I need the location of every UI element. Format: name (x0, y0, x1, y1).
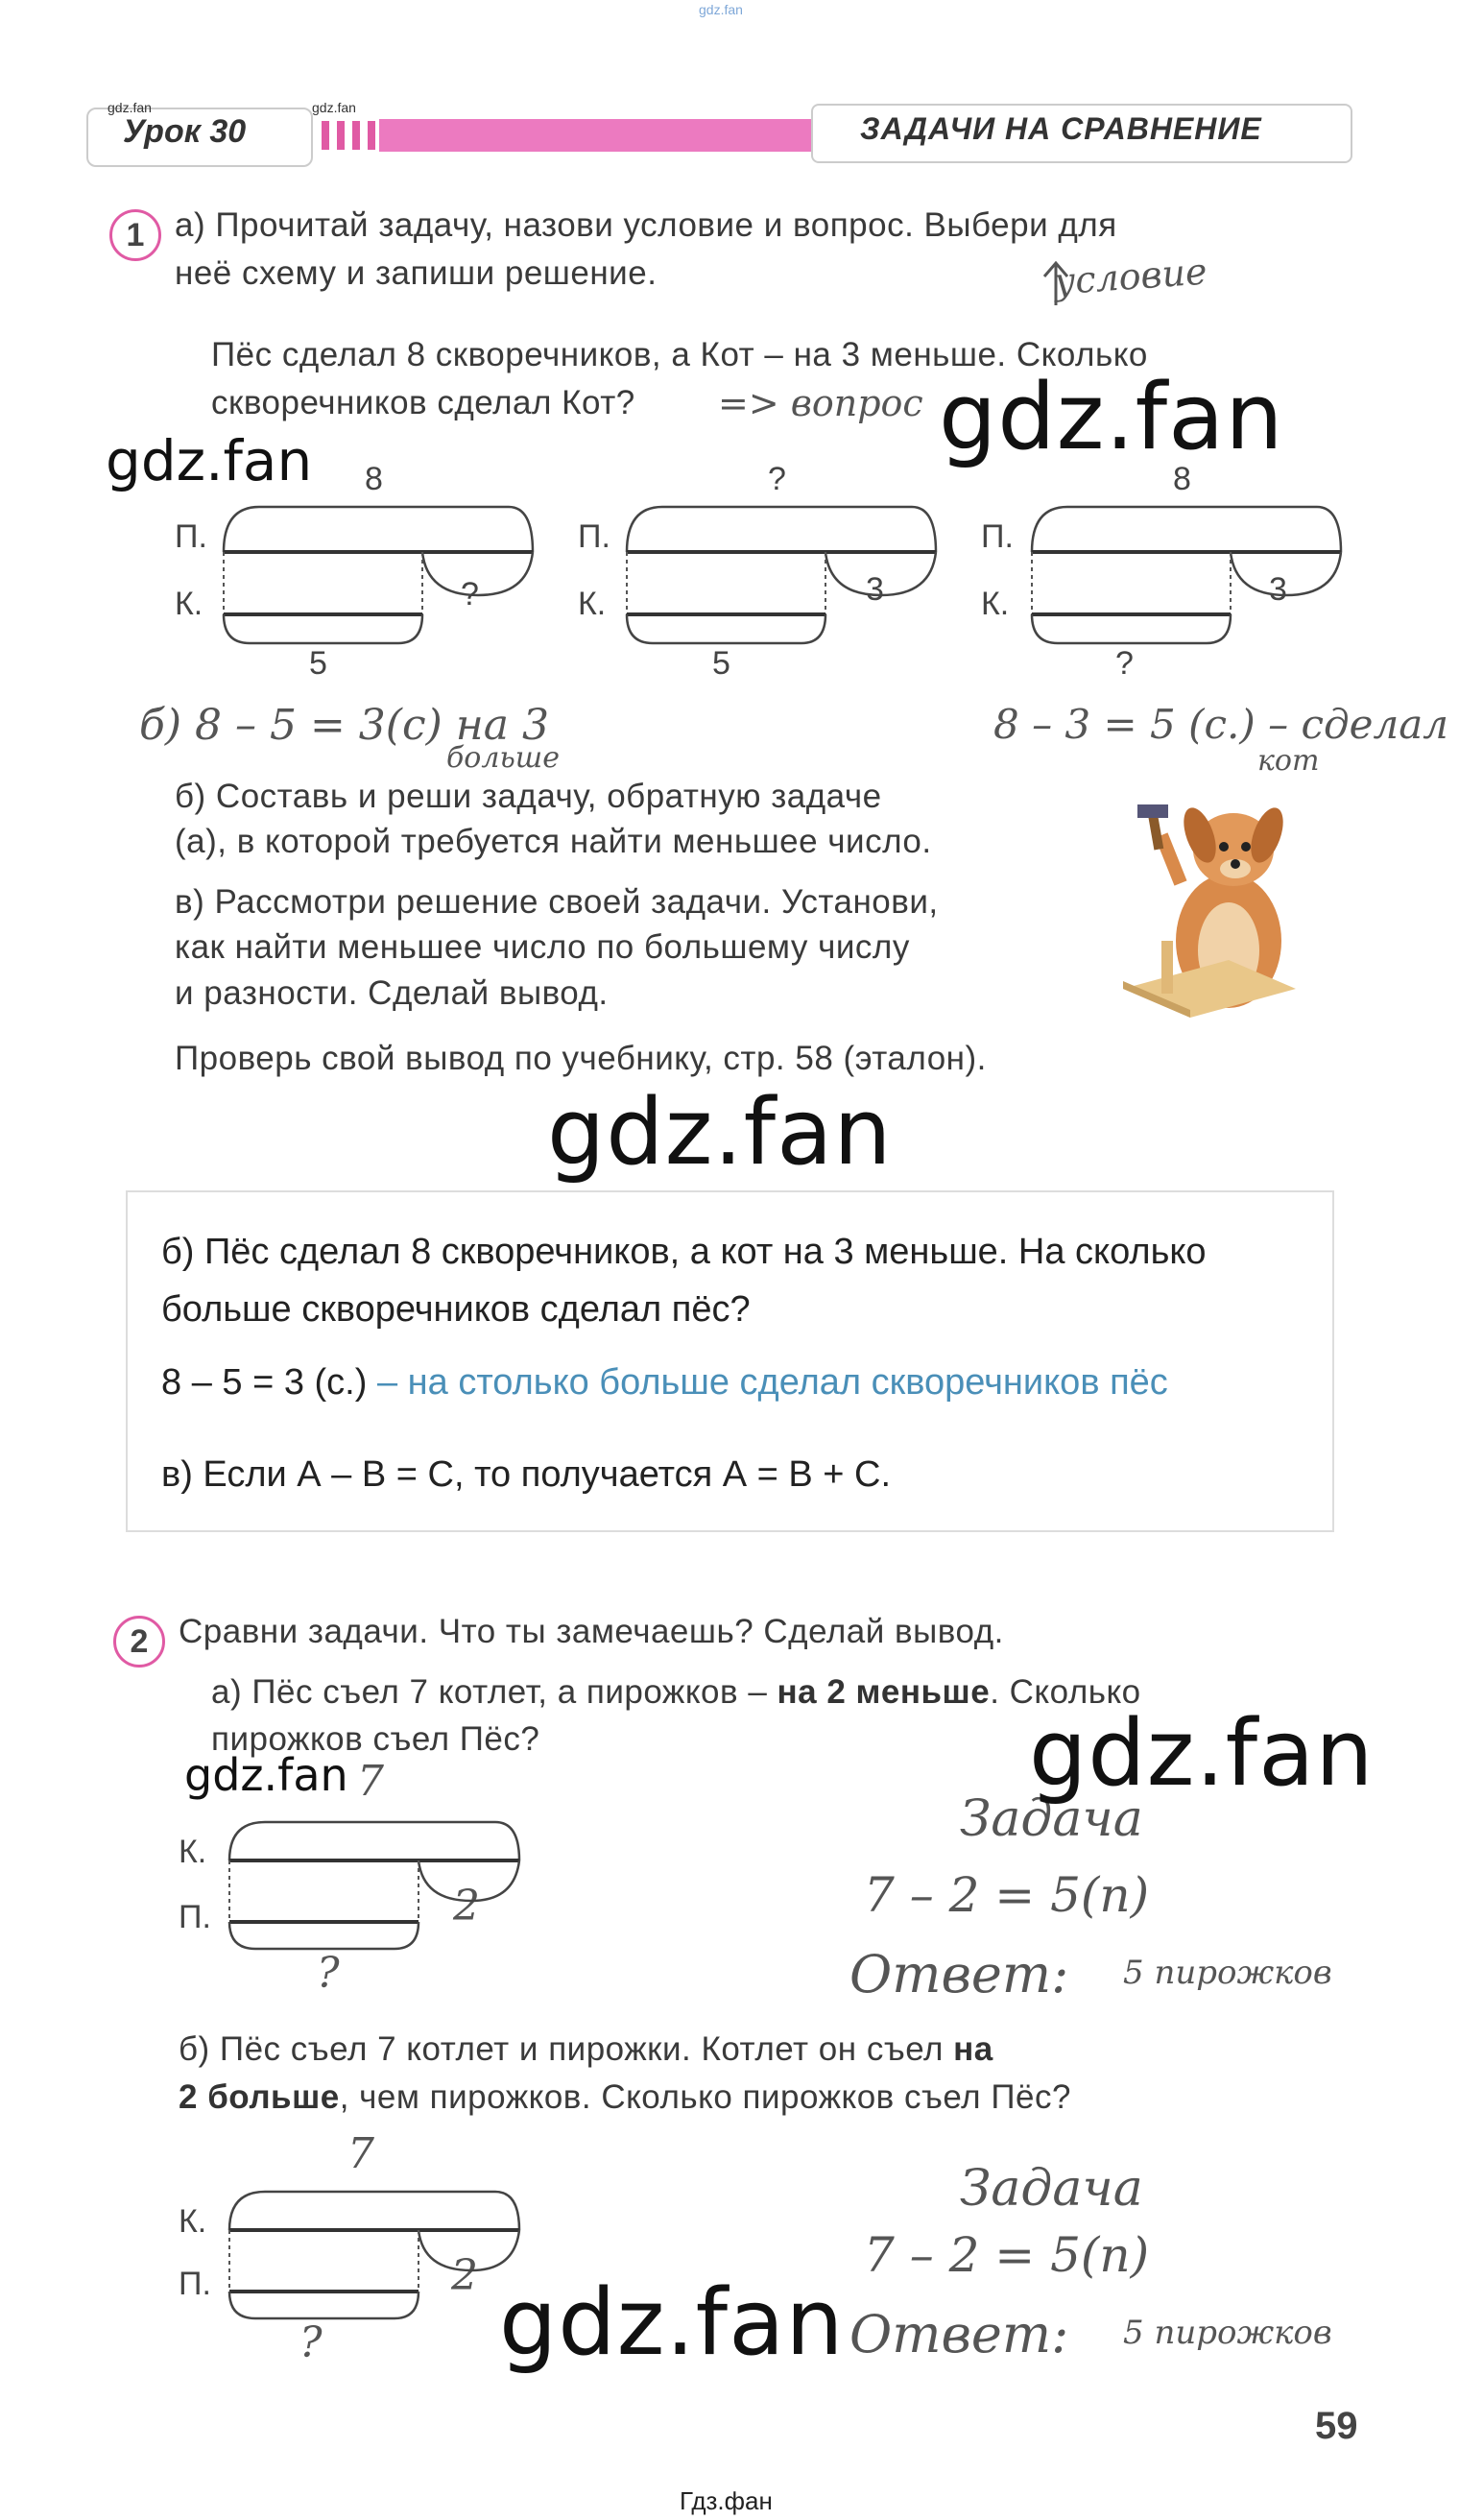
task-1c-line-1: в) Рассмотри решение своей задачи. Установи, (175, 883, 939, 921)
watermark-3: gdz.fan (547, 1080, 893, 1186)
task-1c-line-3: и разности. Сделай вывод. (175, 974, 609, 1012)
hand-a-solution: 7 – 2 = 5(п) (864, 1867, 1150, 1923)
answer-conclusion: в) Если А – В = С, то получается А = В + С. (161, 1454, 892, 1495)
watermark-2: gdz.fan (106, 428, 313, 493)
task-2b-line-1: б) Пёс съел 7 котлет и пирожки. Котлет он съел на (179, 2030, 993, 2068)
hand-a-answer: 5 пирожков (1123, 1954, 1332, 1992)
footer-watermark: Гдз.фан (680, 2486, 773, 2515)
scheme-a-p-label: П. (179, 1899, 211, 1935)
hand-question-note: => вопрос (718, 382, 923, 424)
scheme-1-top: 8 (365, 461, 383, 497)
scheme-b-diagram (227, 2184, 524, 2328)
scheme-1-diagram (221, 499, 538, 653)
scheme-2-bottom: 5 (712, 645, 730, 682)
watermark-4: gdz.fan (1029, 1701, 1375, 1807)
topic-title: ЗАДАЧИ НА СРАВНЕНИЕ (860, 111, 1262, 146)
scheme-3-top: 8 (1173, 461, 1191, 497)
lesson-watermark-1: gdz.fan (108, 100, 152, 115)
task-1-number: 1 (109, 209, 161, 261)
page-number: 59 (1315, 2405, 1358, 2447)
scheme-2-k-label: К. (578, 586, 607, 622)
hand-b-solution: 7 – 2 = 5(п) (864, 2227, 1150, 2283)
task-1a-line-2: неё схему и запиши решение. (175, 254, 658, 292)
scheme-a-k-label: К. (179, 1834, 207, 1870)
scheme-2-right: 3 (866, 571, 884, 608)
top-watermark: gdz.fan (699, 2, 743, 17)
scheme-3-p-label: П. (981, 518, 1014, 555)
task-2-number: 2 (113, 1616, 165, 1668)
scheme-b-right: 2 (451, 2251, 478, 2300)
answer-solution-note: – на столько больше сделал скворечников пёс (367, 1362, 1168, 1403)
header-stripes (322, 121, 377, 150)
task-1-check-line: Проверь свой вывод по учебнику, стр. 58 (эталон). (175, 1040, 987, 1077)
scheme-a-diagram (227, 1814, 524, 1958)
hand-a-answer-label: Ответ: (849, 1944, 1069, 2004)
hand-a-title: Задача (960, 1790, 1143, 1848)
arrow-up-icon (1037, 259, 1075, 307)
scheme-3-right: 3 (1269, 571, 1287, 608)
watermark-1: gdz.fan (939, 365, 1284, 470)
scheme-a-right: 2 (453, 1882, 480, 1931)
hand-b-answer: 5 пирожков (1123, 2314, 1332, 2352)
lesson-watermark-2: gdz.fan (312, 100, 356, 115)
task-2a-line-2: пирожков съел Пёс? (211, 1720, 540, 1758)
scheme-a-bottom: ? (317, 1949, 340, 1998)
scheme-2-top: ? (768, 461, 786, 497)
answer-line-2: больше скворечников сделал пёс? (161, 1289, 751, 1330)
scheme-1-bottom: 5 (309, 645, 327, 682)
dog-carpenter-illustration (1104, 797, 1315, 1018)
task-1c-line-2: как найти меньшее число по большему числу (175, 928, 910, 966)
answer-line-1: б) Пёс сделал 8 скворечников, а кот на 3 меньше. На сколько (161, 1232, 1207, 1272)
hand-b-title: Задача (960, 2160, 1143, 2218)
scheme-3-k-label: К. (981, 586, 1010, 622)
scheme-b-p-label: П. (179, 2266, 211, 2302)
hand-solution-right: 8 – 3 = 5 (с.) – сделал (993, 701, 1448, 748)
hand-solution-left: б) 8 – 5 = 3(с) на 3 (139, 701, 549, 750)
hand-condition-note: условие (1052, 250, 1208, 303)
task-1-problem-line-2: скворечников сделал Кот? (211, 384, 635, 421)
task-1a-line-1: а) Прочитай задачу, назови условие и вопрос. Выбери для (175, 206, 1117, 244)
scheme-b-top: 7 (347, 2129, 374, 2178)
scheme-b-bottom: ? (299, 2318, 323, 2367)
scheme-a-top: 7 (357, 1757, 384, 1806)
task-1-problem-line-1: Пёс сделал 8 скворечников, а Кот – на 3 меньше. Сколько (211, 336, 1148, 373)
hand-solution-left-2: больше (446, 741, 560, 775)
header-bar (379, 119, 811, 152)
scheme-3-diagram (1029, 499, 1346, 653)
scheme-1-p-label: П. (175, 518, 207, 555)
answer-solution-expr: 8 – 5 = 3 (с.) (161, 1362, 368, 1403)
answer-solution (161, 1357, 1168, 1407)
task-1b-line-1: б) Составь и реши задачу, обратную задаче (175, 778, 882, 815)
lesson-label: Урок 30 (123, 113, 247, 150)
hand-solution-right-2: кот (1257, 744, 1320, 778)
task-2-intro: Сравни задачи. Что ты замечаешь? Сделай вывод. (179, 1613, 1004, 1650)
hand-b-answer-label: Ответ: (849, 2304, 1069, 2364)
scheme-b-k-label: К. (179, 2203, 207, 2240)
scheme-2-diagram (624, 499, 941, 653)
scheme-1-right: ? (461, 576, 479, 612)
task-2b-line-2: 2 больше, чем пирожков. Сколько пирожков съел Пёс? (179, 2078, 1071, 2116)
watermark-5: gdz.fan (184, 1749, 348, 1801)
task-1b-line-2: (а), в которой требуется найти меньшее число. (175, 823, 932, 860)
task-2a-line-1: а) Пёс съел 7 котлет, а пирожков – на 2 меньше. Сколько (211, 1673, 1141, 1711)
watermark-6: gdz.fan (499, 2270, 845, 2376)
scheme-3-bottom: ? (1115, 645, 1134, 682)
scheme-1-k-label: К. (175, 586, 203, 622)
scheme-2-p-label: П. (578, 518, 610, 555)
